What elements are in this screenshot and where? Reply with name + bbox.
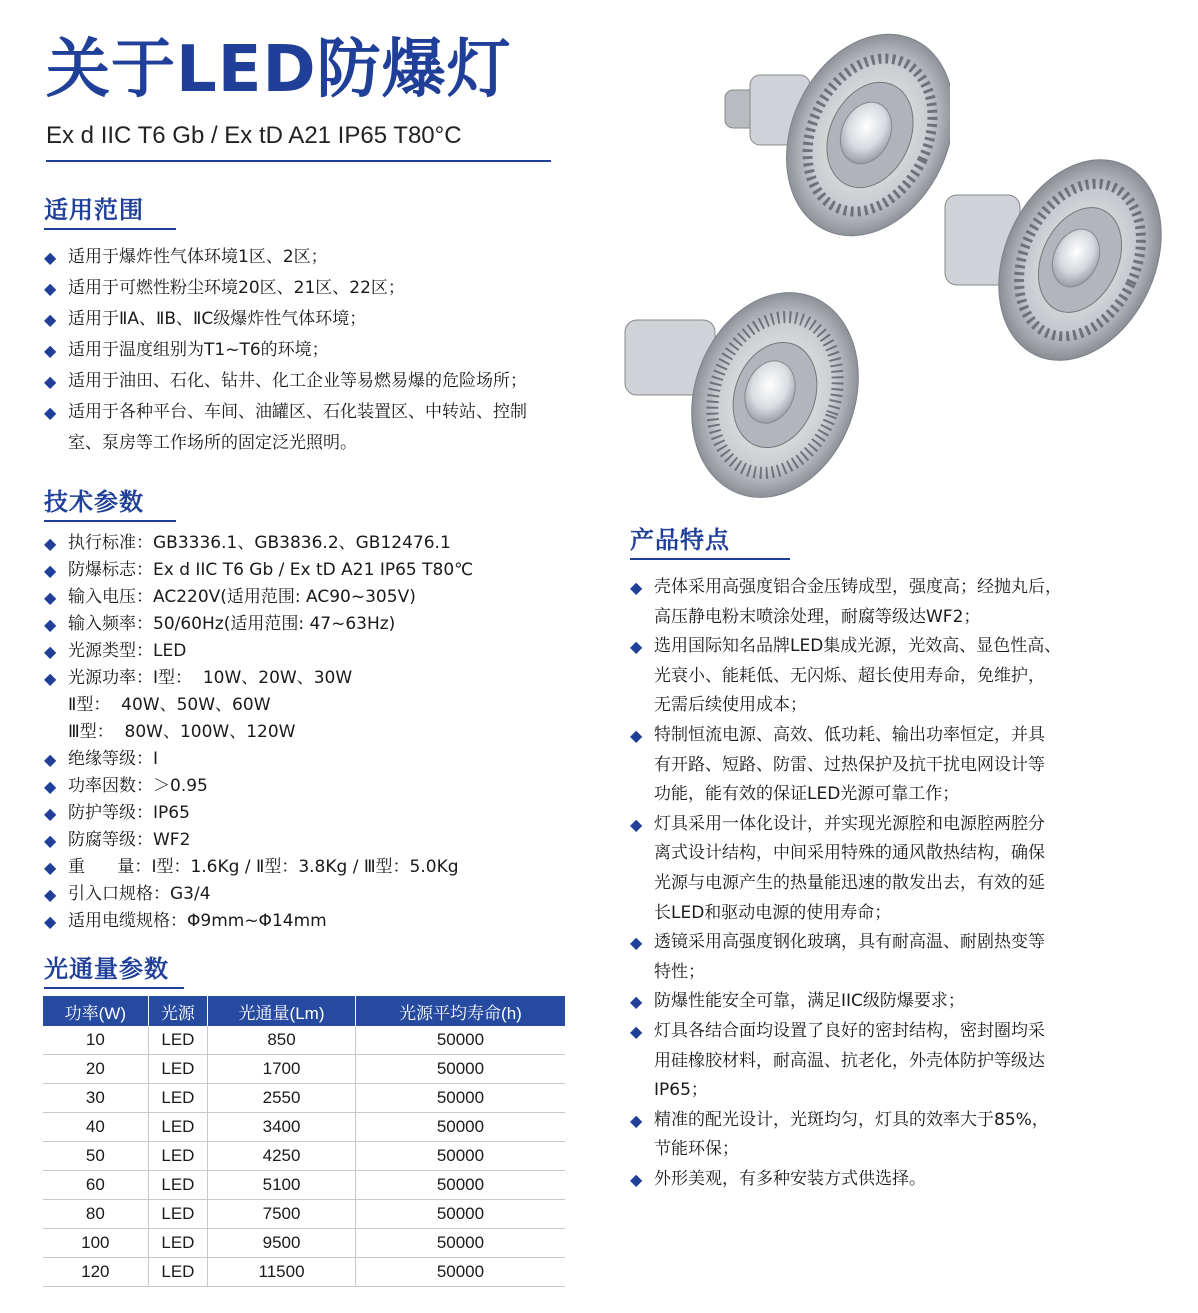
feature-item: [630, 632, 1150, 721]
table-row: 40 LED 3400 50000: [43, 1113, 565, 1142]
table-row: 60 LED 5100 50000: [43, 1171, 565, 1200]
diamond-bullet-icon: ◆: [44, 912, 57, 931]
scope-heading-underline: [44, 228, 176, 230]
feature-item: [630, 810, 1150, 928]
diamond-bullet-icon: ◆: [630, 1169, 643, 1189]
diamond-bullet-icon: ◆: [44, 615, 57, 634]
feature-item: [630, 1106, 1150, 1165]
diamond-bullet-icon: ◆: [630, 1110, 643, 1130]
table-row: 10 LED 850 50000: [43, 1026, 565, 1055]
tech-param-row: ◆ 防护等级：IP65: [44, 800, 584, 827]
diamond-bullet-icon: ◆: [630, 1021, 643, 1041]
scope-item: ◆ 适用于ⅡA、ⅡB、ⅡC级爆炸性气体环境；: [44, 304, 584, 335]
feature-line: 灯具采用一体化设计，并实现光源腔和电源腔两腔分: [654, 813, 1045, 834]
feature-line: 特制恒流电源、高效、低功耗、输出功率恒定，并具: [654, 724, 1045, 745]
tech-heading-underline: [44, 520, 176, 522]
tech-param-row: ◆ 执行标准：GB3336.1、GB3836.2、GB12476.1: [44, 530, 584, 557]
scope-item: ◆ 适用于可燃性粉尘环境20区、21区、22区；: [44, 273, 584, 304]
diamond-bullet-icon: ◆: [630, 725, 643, 745]
diamond-bullet-icon: ◆: [630, 814, 643, 834]
tech-param-row: ◆ 引入口规格：G3/4: [44, 881, 584, 908]
diamond-bullet-icon: ◆: [44, 885, 57, 904]
feature-line: 节能环保；: [654, 1139, 739, 1160]
tech-param-row: ◆ 重 量：Ⅰ型：1.6Kg / Ⅱ型：3.8Kg / Ⅲ型：5.0Kg: [44, 854, 584, 881]
feature-line: 长LED和驱动电源的使用寿命；: [654, 902, 892, 923]
diamond-bullet-icon: ◆: [44, 669, 57, 688]
lamp-image-top: [720, 15, 950, 250]
flux-heading-underline: [44, 987, 184, 989]
tech-param-row: ◆ 输入电压：AC220V(适用范围: AC90~305V): [44, 584, 584, 611]
tech-param-row: ◆ 适用电缆规格：Φ9mm~Φ14mm: [44, 908, 584, 935]
diamond-bullet-icon: ◆: [44, 341, 57, 360]
tech-heading-text: 技术参数: [44, 488, 144, 516]
feature-line: 特性；: [654, 961, 705, 982]
diamond-bullet-icon: ◆: [44, 310, 57, 329]
col-power: 功率(W): [43, 996, 148, 1026]
tech-param-row: ◆ 输入频率：50/60Hz(适用范围: 47~63Hz): [44, 611, 584, 638]
feature-item: [630, 1165, 1150, 1195]
table-row: 120 LED 11500 50000: [43, 1258, 565, 1287]
diamond-bullet-icon: ◆: [44, 831, 57, 850]
feature-line: 外形美观，有多种安装方式供选择。: [654, 1168, 926, 1189]
feature-line: 灯具各结合面均设置了良好的密封结构，密封圈均采: [654, 1020, 1045, 1041]
flux-table-header: [43, 996, 565, 1026]
feature-line: 功能，能有效的保证LED光源可靠工作；: [654, 784, 960, 805]
diamond-bullet-icon: ◆: [630, 578, 643, 597]
lamp-image-right: [940, 140, 1165, 375]
feature-line: IP65；: [654, 1080, 708, 1101]
col-source: 光源: [148, 996, 207, 1026]
table-row: 30 LED 2550 50000: [43, 1084, 565, 1113]
tech-param-row: ◆ 功率因数：＞0.95: [44, 773, 584, 800]
feature-item: [630, 721, 1150, 810]
scope-item: ◆ 适用于油田、石化、钻井、化工企业等易燃易爆的危险场所；: [44, 366, 584, 397]
feature-line: 防爆性能安全可靠，满足IIC级防爆要求；: [654, 991, 965, 1012]
diamond-bullet-icon: ◆: [44, 534, 57, 553]
feature-line: 离式设计结构，中间采用特殊的通风散热结构，确保: [654, 843, 1045, 864]
diamond-bullet-icon: ◆: [630, 992, 643, 1012]
page-title: 关于LED防爆灯: [46, 33, 512, 107]
features-list: [630, 573, 1150, 1194]
diamond-bullet-icon: ◆: [44, 858, 57, 877]
feature-line: 光衰小、能耗低、无闪烁、超长使用寿命，免维护，: [654, 665, 1045, 686]
table-row: 80 LED 7500 50000: [43, 1200, 565, 1229]
tech-power-type2: Ⅱ型： 40W、50W、60W: [68, 695, 271, 715]
diamond-bullet-icon: ◆: [44, 750, 57, 769]
table-row: 50 LED 4250 50000: [43, 1142, 565, 1171]
feature-line: 用硅橡胶材料，耐高温、抗老化，外壳体防护等级达: [654, 1050, 1045, 1071]
scope-heading-text: 适用范围: [44, 196, 144, 224]
tech-param-row: ◆ 防爆标志：Ex d IIC T6 Gb / Ex tD A21 IP65 T80℃: [44, 557, 584, 584]
scope-item: ◆ 适用于爆炸性气体环境1区、2区；: [44, 242, 584, 273]
diamond-bullet-icon: ◆: [44, 642, 57, 661]
features-heading-underline: [630, 558, 790, 560]
tech-param-row: ◆ 绝缘等级：Ⅰ: [44, 746, 584, 773]
col-lifetime: 光源平均寿命(h): [355, 996, 565, 1026]
scope-heading: [44, 194, 176, 230]
lamp-image-left: [620, 280, 860, 505]
diamond-bullet-icon: ◆: [44, 804, 57, 823]
tech-param-row: ◆ 防腐等级：WF2: [44, 827, 584, 854]
feature-item: [630, 987, 1150, 1017]
col-flux: 光通量(Lm): [208, 996, 356, 1026]
feature-line: 无需后续使用成本；: [654, 695, 807, 716]
scope-item: ◆ 适用于各种平台、车间、油罐区、石化装置区、中转站、控制室、泵房等工作场所的固定泛光照明。: [44, 397, 538, 459]
explosion-proof-mark: Ex d IIC T6 Gb / Ex tD A21 IP65 T80°C: [46, 122, 462, 149]
features-heading-text: 产品特点: [630, 526, 730, 554]
tech-param-row: ◆ 光源功率：Ⅰ型： 10W、20W、30W: [44, 665, 584, 692]
table-row: 100 LED 9500 50000: [43, 1229, 565, 1258]
scope-item: ◆ 适用于温度组别为T1~T6的环境；: [44, 335, 584, 366]
flux-heading-text: 光通量参数: [44, 955, 169, 983]
diamond-bullet-icon: ◆: [630, 637, 643, 657]
tech-param-row: ◆ 光源类型：LED: [44, 638, 584, 665]
feature-line: 有开路、短路、防雷、过热保护及抗干扰电网设计等: [654, 754, 1045, 775]
title-divider: [46, 160, 551, 162]
table-row: 20 LED 1700 50000: [43, 1055, 565, 1084]
diamond-bullet-icon: ◆: [44, 372, 57, 391]
diamond-bullet-icon: ◆: [44, 248, 57, 267]
diamond-bullet-icon: ◆: [44, 561, 57, 580]
feature-line: 选用国际知名品牌LED集成光源，光效高、显色性高、: [654, 636, 1062, 657]
tech-param-list: [44, 530, 584, 935]
feature-item: [630, 1017, 1150, 1106]
feature-line: 透镜采用高强度钢化玻璃，具有耐高温、耐剧热变等: [654, 932, 1045, 953]
flux-heading: [44, 953, 184, 989]
tech-power-type3: Ⅲ型： 80W、100W、120W: [68, 722, 296, 742]
feature-line: 光源与电源产生的热量能迅速的散发出去，有效的延: [654, 872, 1045, 893]
feature-item: [630, 928, 1150, 987]
feature-line: 壳体采用高强度铝合金压铸成型，强度高；经抛丸后，: [654, 577, 1062, 597]
feature-item: [630, 573, 1150, 632]
diamond-bullet-icon: ◆: [44, 279, 57, 298]
feature-line: 精准的配光设计，光斑均匀，灯具的效率大于85%，: [654, 1109, 1049, 1130]
diamond-bullet-icon: ◆: [44, 777, 57, 796]
flux-table: [43, 996, 565, 1287]
feature-line: 高压静电粉末喷涂处理，耐腐等级达WF2；: [654, 606, 981, 627]
diamond-bullet-icon: ◆: [44, 403, 57, 422]
scope-list: [44, 242, 584, 459]
diamond-bullet-icon: ◆: [44, 588, 57, 607]
diamond-bullet-icon: ◆: [630, 933, 643, 953]
tech-heading: [44, 486, 176, 522]
features-heading: [630, 524, 790, 560]
